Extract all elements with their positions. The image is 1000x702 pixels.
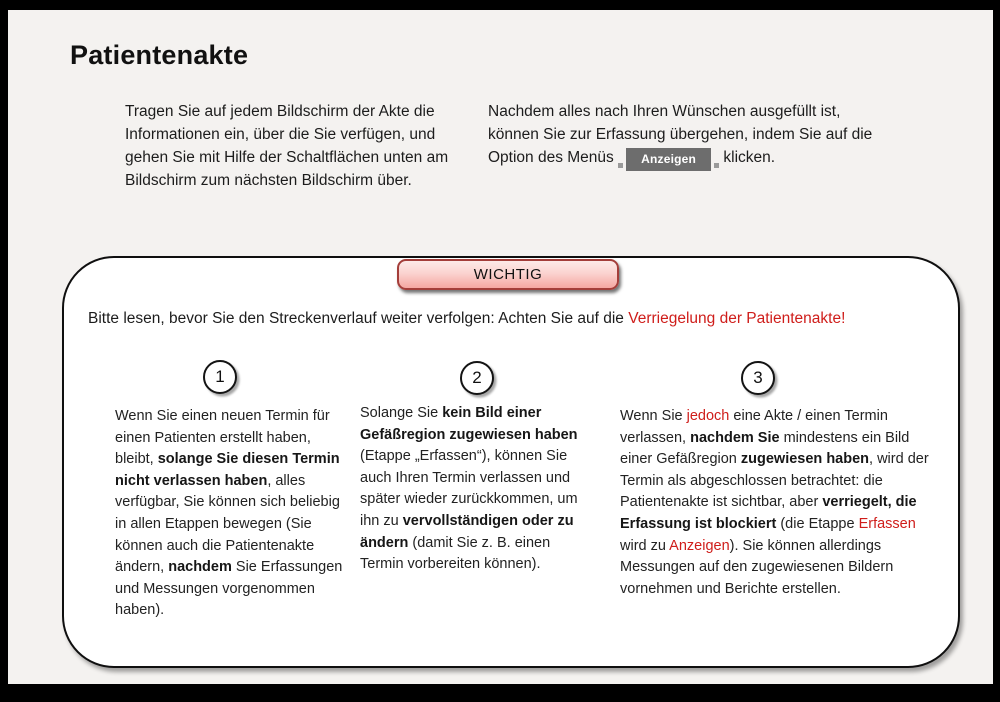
step-number-2: 2 xyxy=(472,368,482,387)
step-circle-3 xyxy=(741,361,775,395)
intro-left-paragraph: Tragen Sie auf jedem Bildschirm der Akte die Informationen ein, über die Sie verfügen, und gehen Sie mit Hilfe der Schaltflächen unten am Bildschirm zum nächsten Bildschirm über. xyxy=(125,103,449,189)
intro-right-text-before: Nachdem alles nach Ihren Wünschen ausgefüllt ist, können Sie zur Erfassung übergehen, indem Sie auf die Option des Menüs xyxy=(488,103,873,166)
step-circle-2 xyxy=(460,361,494,395)
page-title: Patientenakte xyxy=(70,40,249,70)
intro-right-paragraph xyxy=(488,100,890,171)
lead-sentence: Bitte lesen, bevor Sie den Streckenverlauf weiter verfolgen: Achten Sie auf die Verriegelung der Patientenakte! xyxy=(88,310,846,327)
step-circle-1 xyxy=(203,360,237,394)
menu-button-group xyxy=(618,148,719,171)
step-number-3: 3 xyxy=(753,368,763,387)
step-text-2: Solange Sie kein Bild einer Gefäßregion zugewiesen haben (Etappe „Erfassen“), können Sie auch Ihren Termin verlassen und später wieder zurückkommen, um ihn zu vervollständigen oder zu ändern (damit Sie z. B. einen Termin vorbereiten können). xyxy=(360,405,578,573)
selection-handle-dot xyxy=(618,163,623,168)
slide-canvas xyxy=(8,10,993,684)
step-number-1: 1 xyxy=(215,367,225,386)
intro-right-text-after: klicken. xyxy=(719,149,776,166)
step-text-3: Wenn Sie jedoch eine Akte / einen Termin verlassen, nachdem Sie mindestens ein Bild einer Gefäßregion zugewiesen haben, wird der Termin als abgeschlossen betrachtet: die Patientenakte ist sichtbar, aber verriegelt, die Erfassung ist blockiert (die Etappe Erfassen wird zu Anzeigen). Sie können allerdings Messungen auf den zugewiesenen Bildern vornehmen und Berichte erstellen. xyxy=(620,408,929,597)
anzeigen-menu-button[interactable]: Anzeigen xyxy=(626,148,711,171)
wichtig-badge: WICHTIG xyxy=(397,259,619,290)
step-text-1: Wenn Sie einen neuen Termin für einen Patienten erstellt haben, bleibt, solange Sie diesen Termin nicht verlassen haben, alles verfügbar, Sie können sich beliebig in allen Etappen bewegen (Sie können auch die Patientenakte ändern, nachdem Sie Erfassungen und Messungen vorgenommen haben). xyxy=(115,408,343,619)
